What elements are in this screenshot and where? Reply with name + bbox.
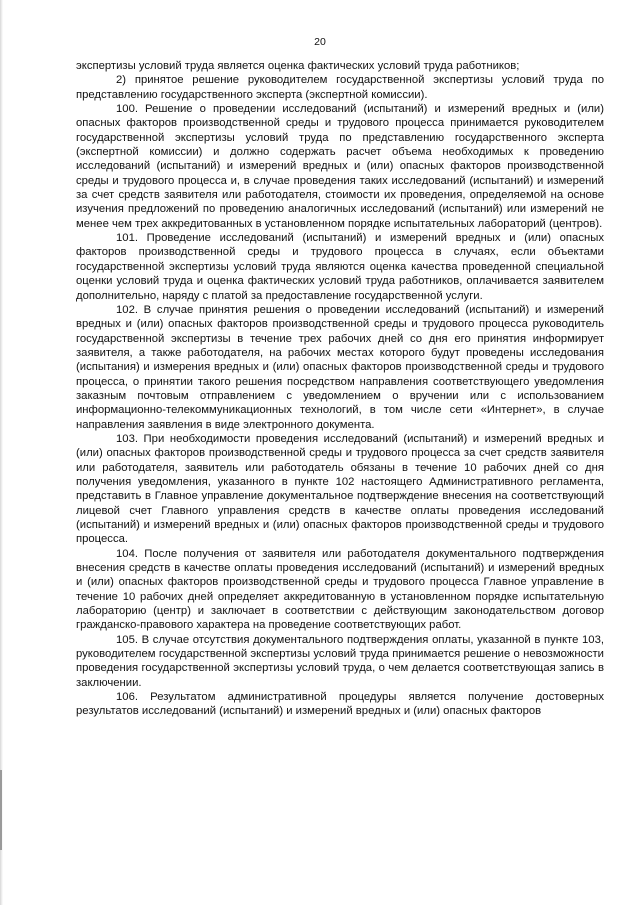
paragraph-item-2: 2) принятое решение руководителем государственной экспертизы условий труда по представлению государственного эксперта (экспертной комиссии). — [76, 74, 604, 101]
document-body — [76, 59, 604, 719]
paragraph-101: 101. Проведение исследований (испытаний) и измерений вредных и (или) опасных факторов производственной среды и трудового процесса в случаях, если объектами государственной экспертизы условий труда являются оценка качества проведенной специальной оценки условий труда и оценка фактических условий труда работников, оплачивается заявителем дополнительно, наряду с платой за предоставление государственной услуги. — [76, 232, 604, 302]
paragraph-100: 100. Решение о проведении исследований (испытаний) и измерений вредных и (или) опасных факторов производственной среды и трудового процесса принимается руководителем государственной экспертизы условий труда по представлению государственного эксперта (экспертной комиссии) и должно содержать расчет объема необходимых к проведению исследований (испытаний) и измерений вредных и (или) опасных факторов производственной среды и трудового процесса и, в случае проведения таких исследований (испытаний) и измерений за счет средств заявителя или работодателя, стоимости их проведения, определяемой на основе изучения предложений по проведению аналогичных исследований (испытаний) или измерений не менее чем трех аккредитованных в установленном порядке испытательных лабораторий (центров). — [76, 103, 604, 230]
paragraph-105: 105. В случае отсутствия документального подтверждения оплаты, указанной в пункте 103, руководителем государственной экспертизы условий труда принимается решение о невозможности проведения государственной экспертизы условий труда, о чем делается соответствующая запись в заключении. — [76, 633, 604, 689]
scan-edge-mark — [0, 770, 2, 850]
paragraph-104: 104. После получения от заявителя или работодателя документального подтверждения внесения средств в качестве оплаты проведения исследований (испытаний) и измерений вредных и (или) опасных факторов производственной среды и трудового процесса Главное управление в течение 10 рабочих дней определяет аккредитованную в установленном порядке испытательную лабораторию (центр) и заключает в соответствии с действующим законодательством договор гражданско-правового характера на проведение соответствующих работ. — [76, 547, 604, 632]
paragraph-106: 106. Результатом административной процедуры является получение достоверных результатов исследований (испытаний) и измерений вредных и (или) опасных факторов — [76, 691, 604, 718]
paragraph-103: 103. При необходимости проведения исследований (испытаний) и измерений вредных и (или) опасных факторов производственной среды и трудового процесса за счет средств заявителя или работодателя, заявитель или работодатель обязаны в течение 10 рабочих дней со дня получения уведомления, указанного в пункте 102 настоящего Административного регламента, представить в Главное управление документальное подтверждение внесения на соответствующий лицевой счет Главного управления средств в качестве оплаты проведения исследований (испытаний) и измерений вредных и (или) опасных факторов производственной среды и трудового процесса. — [76, 432, 604, 546]
page-number: 20 — [314, 36, 326, 48]
paragraph-continuation: экспертизы условий труда является оценка фактических условий труда работников; — [76, 60, 520, 72]
paragraph-102: 102. В случае принятия решения о проведении исследований (испытаний) и измерений вредных и (или) опасных факторов производственной среды и трудового процесса руководитель государственной экспертизы в течение трех рабочих дней со дня его принятия информирует заявителя, а также работодателя, на рабочих местах которого будут проведены исследования (испытания) и измерения вредных и (или) опасных факторов производственной среды и трудового процесса, о принятии такого решения посредством направления соответствующего уведомления заказным почтовым отправлением с уведомлением о вручении или с использованием информационно-телекоммуникационных технологий, в том числе сети «Интернет», в случае направления заявления в виде электронного документа. — [76, 303, 604, 431]
